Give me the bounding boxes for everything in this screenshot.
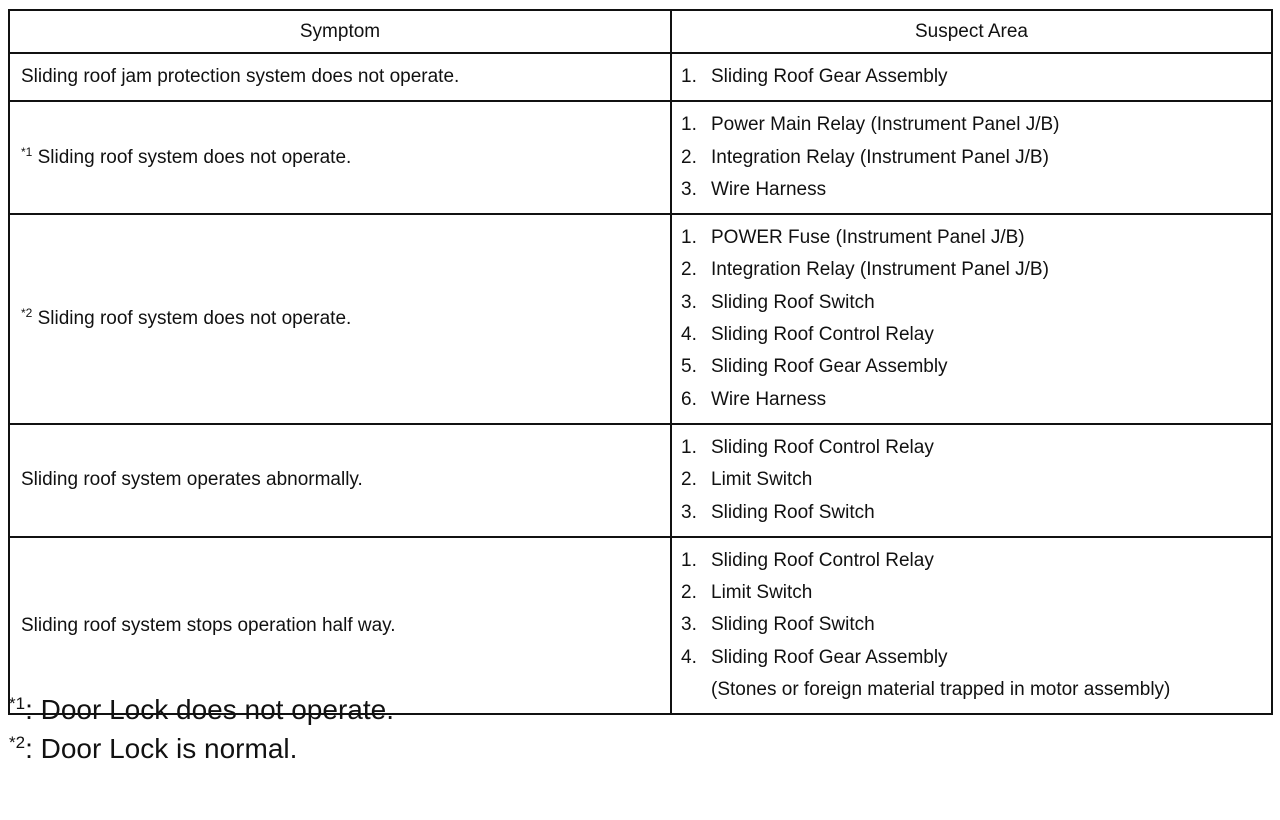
suspect-text: Wire Harness	[711, 388, 827, 410]
footnote-marker: *2	[9, 733, 26, 752]
list-item	[681, 61, 1271, 93]
suspect-text: Power Main Relay (Instrument Panel J/B)	[711, 114, 1060, 136]
suspect-list	[681, 61, 1271, 93]
list-item	[681, 384, 1271, 416]
symptom-cell	[9, 214, 671, 424]
list-number: 3.	[681, 614, 697, 636]
list-item	[681, 174, 1271, 206]
suspect-text: Sliding Roof Switch	[711, 614, 875, 636]
table-row	[9, 53, 1272, 101]
list-number: 6.	[681, 388, 697, 410]
suspect-text: Sliding Roof Switch	[711, 291, 875, 313]
list-number: 3.	[681, 501, 697, 523]
suspect-text: Sliding Roof Control Relay	[711, 549, 934, 571]
list-number: 1.	[681, 549, 697, 571]
suspect-text: Sliding Roof Gear Assembly	[711, 646, 948, 668]
footnote-marker: *1	[21, 144, 33, 159]
suspect-text: Wire Harness	[711, 178, 827, 200]
suspect-text: Sliding Roof Control Relay	[711, 324, 934, 346]
symptom-text: Sliding roof system does not operate.	[37, 308, 352, 330]
table-row	[9, 101, 1272, 214]
suspect-list	[681, 222, 1271, 416]
list-item	[681, 464, 1271, 496]
symptom-cell	[9, 537, 671, 714]
suspect-text: Sliding Roof Switch	[711, 501, 875, 523]
list-item	[681, 432, 1271, 464]
footnote-text: : Door Lock is normal.	[25, 733, 298, 764]
list-number: 1.	[681, 227, 697, 249]
suspect-area-cell	[671, 214, 1272, 424]
footnote	[9, 690, 394, 729]
footnote-marker: *2	[21, 306, 33, 321]
footnote	[9, 729, 394, 768]
symptom-text: Sliding roof system does not operate.	[37, 146, 352, 168]
symptom-text: Sliding roof system operates abnormally.	[21, 469, 363, 491]
suspect-text: POWER Fuse (Instrument Panel J/B)	[711, 227, 1025, 249]
table-row	[9, 424, 1272, 537]
suspect-list	[681, 545, 1271, 706]
list-item	[681, 642, 1271, 674]
list-item	[681, 577, 1271, 609]
list-number: 1.	[681, 114, 697, 136]
suspect-area-cell	[671, 424, 1272, 537]
list-item	[681, 674, 1271, 706]
list-number: 5.	[681, 356, 697, 378]
suspect-list	[681, 109, 1271, 206]
suspect-text: (Stones or foreign material trapped in motor assembly)	[711, 679, 1171, 701]
suspect-text: Sliding Roof Gear Assembly	[711, 66, 948, 87]
list-number: 1.	[681, 66, 697, 87]
list-item	[681, 287, 1271, 319]
table-body	[9, 53, 1272, 714]
list-number: 1.	[681, 436, 697, 458]
list-number: 4.	[681, 646, 697, 668]
suspect-text: Limit Switch	[711, 469, 813, 491]
suspect-list	[681, 432, 1271, 529]
list-item	[681, 609, 1271, 641]
suspect-area-cell	[671, 101, 1272, 214]
list-item	[681, 254, 1271, 286]
symptom-text: Sliding roof system stops operation half way.	[21, 614, 396, 636]
list-item	[681, 497, 1271, 529]
list-item	[681, 142, 1271, 174]
list-item	[681, 319, 1271, 351]
list-number: 2.	[681, 259, 697, 281]
list-item	[681, 222, 1271, 254]
suspect-text: Limit Switch	[711, 582, 813, 604]
list-number: 2.	[681, 582, 697, 604]
list-item	[681, 109, 1271, 141]
troubleshooting-table	[8, 9, 1273, 715]
suspect-text: Sliding Roof Control Relay	[711, 436, 934, 458]
table-row	[9, 214, 1272, 424]
symptom-cell	[9, 101, 671, 214]
table-header-row	[9, 10, 1272, 53]
symptom-text: Sliding roof jam protection system does not operate.	[21, 66, 460, 88]
footnote-marker: *1	[9, 694, 26, 713]
footnotes	[9, 690, 394, 768]
list-number: 2.	[681, 469, 697, 491]
symptom-cell	[9, 424, 671, 537]
list-number: 4.	[681, 324, 697, 346]
footnote-text: : Door Lock does not operate.	[25, 694, 394, 725]
list-number: 3.	[681, 178, 697, 200]
suspect-area-cell	[671, 537, 1272, 714]
column-header-suspect-area: Suspect Area	[671, 10, 1272, 53]
list-number: 2.	[681, 146, 697, 168]
suspect-text: Integration Relay (Instrument Panel J/B)	[711, 146, 1049, 168]
table-row	[9, 537, 1272, 714]
symptom-cell	[9, 53, 671, 101]
list-number: 3.	[681, 291, 697, 313]
suspect-text: Sliding Roof Gear Assembly	[711, 356, 948, 378]
list-item	[681, 545, 1271, 577]
suspect-area-cell	[671, 53, 1272, 101]
suspect-text: Integration Relay (Instrument Panel J/B)	[711, 259, 1049, 281]
column-header-symptom: Symptom	[9, 10, 671, 53]
list-item	[681, 351, 1271, 383]
